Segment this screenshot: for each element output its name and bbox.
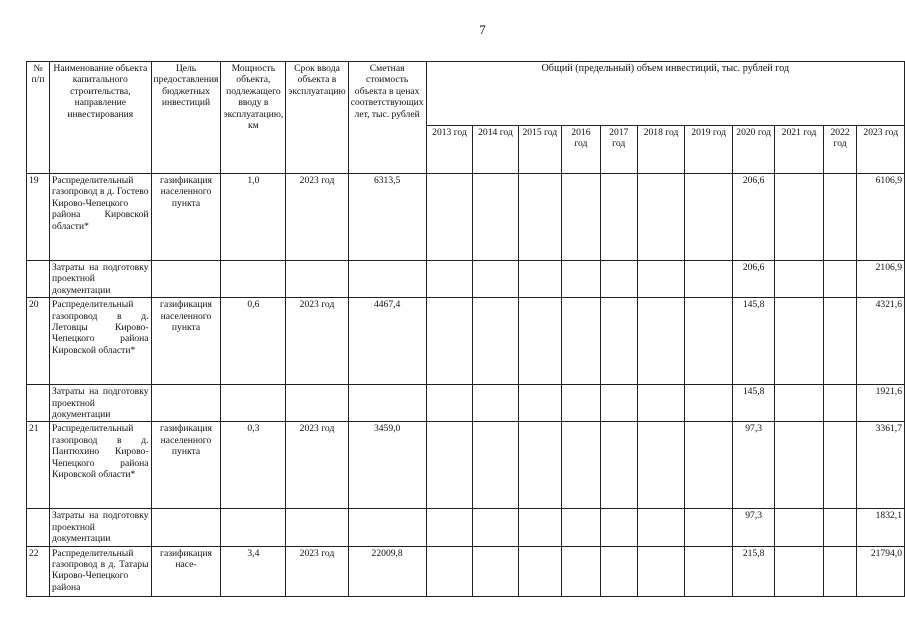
row-goal: газификация населенного пункта — [151, 174, 221, 261]
header-name: Наименование объекта капитального строительства, направление инвестирования — [50, 62, 151, 174]
row-name: Затраты на подготовку проектной документации — [50, 509, 151, 546]
row-2023: 1832,1 — [857, 509, 905, 546]
row-2020: 145,8 — [732, 385, 774, 422]
header-year: 2014 год — [473, 126, 518, 174]
header-year: 2023 год — [857, 126, 905, 174]
header-investment: Общий (предельный) объем инвестиций, тыс. рублей год — [426, 62, 904, 126]
header-year: 2021 год — [775, 126, 823, 174]
row-2023: 3361,7 — [857, 422, 905, 509]
header-year: 2022 год — [823, 126, 857, 174]
row-2023: 4321,6 — [857, 298, 905, 385]
table-row — [27, 546, 905, 596]
header-year: 2019 год — [685, 126, 733, 174]
page-number: 7 — [479, 22, 486, 37]
header-num: № п/п — [27, 62, 50, 174]
row-term: 2023 год — [286, 298, 348, 385]
row-2020: 215,8 — [732, 546, 774, 596]
header-cost: Сметная стоимость объекта в ценах соответствующих лет, тыс. рублей — [348, 62, 426, 174]
row-num — [27, 385, 50, 422]
table-row — [27, 422, 905, 509]
header-year: 2016 год — [562, 126, 601, 174]
row-2023: 2106,9 — [857, 261, 905, 298]
row-2023: 1921,6 — [857, 385, 905, 422]
row-name: Затраты на подготовку проектной документации — [50, 261, 151, 298]
table-row — [27, 509, 905, 546]
header-year: 2020 год — [732, 126, 774, 174]
row-capacity: 0,6 — [221, 298, 286, 385]
header-goal: Цель предоставления бюджетных инвестиций — [151, 62, 221, 174]
table-row — [27, 385, 905, 422]
row-capacity: 0,3 — [221, 422, 286, 509]
table-row — [27, 261, 905, 298]
row-name: Распределительный газопровод в д. Летовцы Кирово-Чепецкого района Кировской области* — [50, 298, 151, 385]
row-2020: 206,6 — [732, 174, 774, 261]
row-cost: 22009,8 — [348, 546, 426, 596]
row-num — [27, 261, 50, 298]
row-goal: газификация насе- — [151, 546, 221, 596]
row-name: Распределительный газопровод в д. Пантюхино Кирово-Чепецкого района Кировской области* — [50, 422, 151, 509]
row-cost: 4467,4 — [348, 298, 426, 385]
row-term: 2023 год — [286, 546, 348, 596]
row-capacity: 1,0 — [221, 174, 286, 261]
row-num: 21 — [27, 422, 50, 509]
row-goal: газификация населенного пункта — [151, 298, 221, 385]
row-2020: 97,3 — [732, 509, 774, 546]
header-year: 2015 год — [518, 126, 562, 174]
row-2023: 6106,9 — [857, 174, 905, 261]
row-goal: газификация населенного пункта — [151, 422, 221, 509]
table-row — [27, 298, 905, 385]
row-cost: 3459,0 — [348, 422, 426, 509]
table-row — [27, 174, 905, 261]
header-year: 2018 год — [637, 126, 685, 174]
row-capacity: 3,4 — [221, 546, 286, 596]
row-name: Распределительный газопровод в д. Гостево Кирово-Чепецкого района Кировской области* — [50, 174, 151, 261]
row-2023: 21794,0 — [857, 546, 905, 596]
row-name: Затраты на подготовку проектной документации — [50, 385, 151, 422]
header-term: Срок ввода объекта в эксплуатацию — [286, 62, 348, 174]
row-term: 2023 год — [286, 422, 348, 509]
row-name: Распределительный газопровод в д. Татары Кирово-Чепецкого района — [50, 546, 151, 596]
row-num: 20 — [27, 298, 50, 385]
row-num: 19 — [27, 174, 50, 261]
row-term: 2023 год — [286, 174, 348, 261]
row-2020: 206,6 — [732, 261, 774, 298]
row-num — [27, 509, 50, 546]
header-capacity: Мощность объекта, подлежащего вводу в эксплуатацию, км — [221, 62, 286, 174]
row-2020: 97,3 — [732, 422, 774, 509]
header-year: 2013 год — [426, 126, 473, 174]
header-year: 2017 год — [600, 126, 637, 174]
row-cost: 6313,5 — [348, 174, 426, 261]
row-2020: 145,8 — [732, 298, 774, 385]
investment-table — [26, 61, 905, 597]
header-row-top — [27, 62, 905, 126]
row-num: 22 — [27, 546, 50, 596]
